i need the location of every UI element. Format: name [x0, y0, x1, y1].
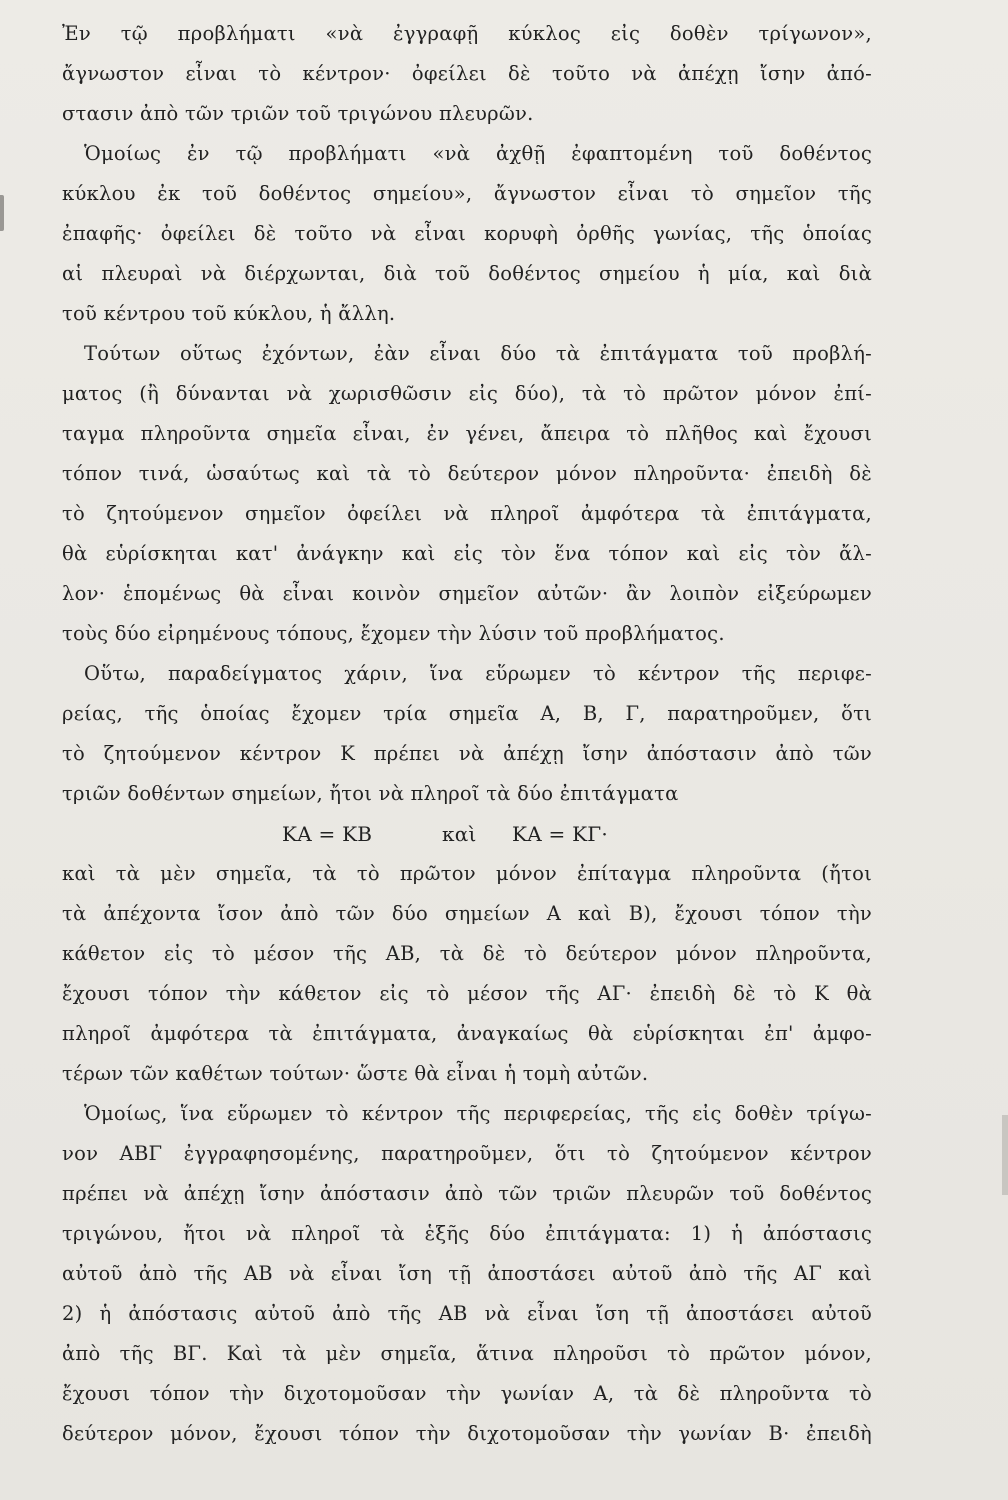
text-line: νον ΑΒΓ ἐγγραφησομένης, παρατηροῦμεν, ὅτι τὸ ζητούμενον κέντρον	[62, 1142, 872, 1165]
text-line: θὰ εὑρίσκηται κατ' ἀνάγκην καὶ εἰς τὸν ἕνα τόπον καὶ εἰς τὸν ἄλ-	[62, 542, 872, 565]
text-line: δεύτερον μόνον, ἔχουσι τόπον τὴν διχοτομοῦσαν τὴν γωνίαν Β· ἐπειδὴ	[62, 1422, 872, 1445]
text-line: Οὕτω, παραδείγματος χάριν, ἵνα εὕρωμεν τὸ κέντρον τῆς περιφε-	[84, 662, 872, 685]
text-line: Ὁμοίως ἐν τῷ προβλήματι «νὰ ἀχθῇ ἐφαπτομένη τοῦ δοθέντος	[84, 142, 872, 165]
text-line: πληροῖ ἀμφότερα τὰ ἐπιτάγματα, ἀναγκαίως θὰ εὑρίσκηται ἐπ' ἀμφο-	[62, 1022, 872, 1045]
text-line: πρέπει νὰ ἀπέχῃ ἴσην ἀπόστασιν ἀπὸ τῶν τριῶν πλευρῶν τοῦ δοθέντος	[62, 1182, 872, 1205]
text-line: λον· ἑπομένως θὰ εἶναι κοινὸν σημεῖον αὐτῶν· ἂν λοιπὸν εἰξεύρωμεν	[62, 582, 872, 605]
text-line: κάθετον εἰς τὸ μέσον τῆς ΑΒ, τὰ δὲ τὸ δεύτερον μόνον πληροῦντα,	[62, 942, 872, 965]
text-line: τοὺς δύο εἰρημένους τόπους, ἔχομεν τὴν λύσιν τοῦ προβλήματος.	[62, 622, 725, 645]
formula-ka-kb: ΚΑ = ΚΒ	[282, 822, 373, 846]
text-line: τέρων τῶν καθέτων τούτων· ὥστε θὰ εἶναι ἡ τομὴ αὐτῶν.	[62, 1062, 649, 1085]
text-line: Ὁμοίως, ἵνα εὕρωμεν τὸ κέντρον τῆς περιφερείας, τῆς εἰς δοθὲν τρίγω-	[84, 1102, 872, 1125]
text-line: τὸ ζητούμενον κέντρον Κ πρέπει νὰ ἀπέχῃ ἴσην ἀπόστασιν ἀπὸ τῶν	[62, 742, 872, 765]
binding-mark	[0, 195, 4, 231]
text-line: ἀπὸ τῆς ΒΓ. Καὶ τὰ μὲν σημεῖα, ἅτινα πληροῦσι τὸ πρῶτον μόνον,	[62, 1342, 872, 1365]
text-line: ἔχουσι τόπον τὴν διχοτομοῦσαν τὴν γωνίαν Α, τὰ δὲ πληροῦντα τὸ	[62, 1382, 872, 1405]
text-line: ἐπαφῆς· ὀφείλει δὲ τοῦτο νὰ εἶναι κορυφὴ ὀρθῆς γωνίας, τῆς ὁποίας	[62, 222, 872, 245]
text-line: τοῦ κέντρου τοῦ κύκλου, ἡ ἄλλη.	[62, 302, 396, 325]
text-line: ἔχουσι τόπον τὴν κάθετον εἰς τὸ μέσον τῆς ΑΓ· ἐπειδὴ δὲ τὸ Κ θὰ	[62, 982, 872, 1005]
text-line: Τούτων οὕτως ἐχόντων, ἐὰν εἶναι δύο τὰ ἐπιτάγματα τοῦ προβλή-	[84, 342, 872, 365]
text-line: ρείας, τῆς ὁποίας ἔχομεν τρία σημεῖα Α, Β, Γ, παρατηροῦμεν, ὅτι	[62, 702, 872, 725]
text-line: αὐτοῦ ἀπὸ τῆς ΑΒ νὰ εἶναι ἴση τῇ ἀποστάσει αὐτοῦ ἀπὸ τῆς ΑΓ καὶ	[62, 1262, 872, 1285]
text-line: ματος (ἢ δύνανται νὰ χωρισθῶσιν εἰς δύο), τὰ τὸ πρῶτον μόνον ἐπί-	[62, 382, 872, 405]
text-line: καὶ τὰ μὲν σημεῖα, τὰ τὸ πρῶτον μόνον ἐπίταγμα πληροῦντα (ἤτοι	[62, 862, 872, 885]
text-line: τόπον τινά, ὡσαύτως καὶ τὰ τὸ δεύτερον μόνον πληροῦντα· ἐπειδὴ δὲ	[62, 462, 872, 485]
text-line: τὰ ἀπέχοντα ἴσον ἀπὸ τῶν δύο σημείων Α καὶ Β), ἔχουσι τόπον τὴν	[62, 902, 872, 925]
text-line: 2) ἡ ἀπόστασις αὐτοῦ ἀπὸ τῆς ΑΒ νὰ εἶναι ἴση τῇ ἀποστάσει αὐτοῦ	[62, 1302, 872, 1325]
page-edge-shadow	[1002, 1115, 1008, 1195]
text-line: ταγμα πληροῦντα σημεῖα εἶναι, ἐν γένει, ἄπειρα τὸ πλῆθος καὶ ἔχουσι	[62, 422, 872, 445]
formula-conjunction: καὶ	[442, 822, 477, 846]
text-line: τριγώνου, ἤτοι νὰ πληροῖ τὰ ἑξῆς δύο ἐπιτάγματα: 1) ἡ ἀπόστασις	[62, 1222, 872, 1245]
text-line: ἄγνωστον εἶναι τὸ κέντρον· ὀφείλει δὲ τοῦτο νὰ ἀπέχῃ ἴσην ἀπό-	[62, 62, 872, 85]
text-line: κύκλου ἐκ τοῦ δοθέντος σημείου», ἄγνωστον εἶναι τὸ σημεῖον τῆς	[62, 182, 872, 205]
text-line: τριῶν δοθέντων σημείων, ἤτοι νὰ πληροῖ τὰ δύο ἐπιτάγματα	[62, 782, 679, 805]
text-line: αἱ πλευραὶ νὰ διέρχωνται, διὰ τοῦ δοθέντος σημείου ἡ μία, καὶ διὰ	[62, 262, 872, 285]
text-line: Ἐν τῷ προβλήματι «νὰ ἐγγραφῇ κύκλος εἰς δοθὲν τρίγωνον»,	[62, 22, 872, 45]
text-line: τὸ ζητούμενον σημεῖον ὀφείλει νὰ πληροῖ ἀμφότερα τὰ ἐπιτάγματα,	[62, 502, 872, 525]
formula-ka-kg: ΚΑ = ΚΓ·	[512, 822, 609, 846]
text-line: στασιν ἀπὸ τῶν τριῶν τοῦ τριγώνου πλευρῶν.	[62, 102, 534, 125]
